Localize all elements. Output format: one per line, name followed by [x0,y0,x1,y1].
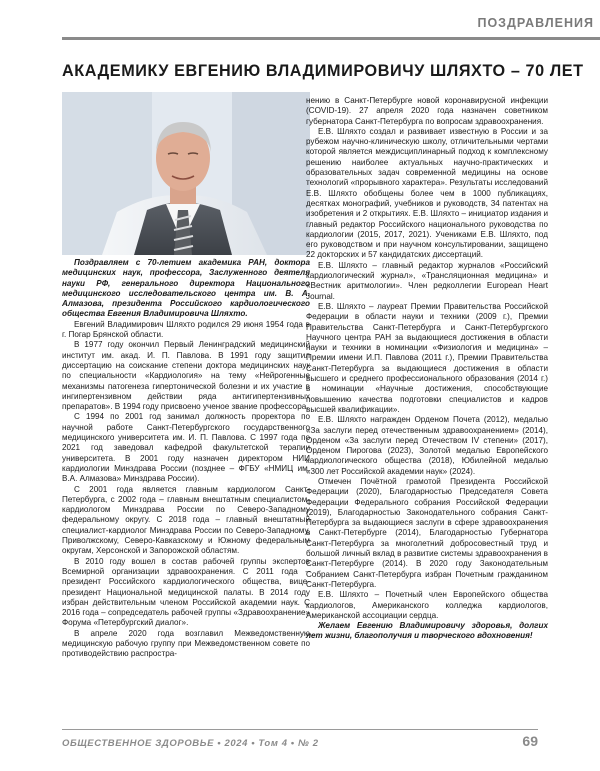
right-column [306,96,548,642]
section-header [62,16,600,34]
body-paragraph: Е.В. Шляхто – Почетный член Европейского общества кардиологов, Американского колледжа кардиологов, Американской ассоциации сердца. [306,590,548,620]
body-paragraph: Е.В. Шляхто – лауреат Премии Правительства Российской Федерации в области науки и техники (2009 г.), Премии Правительства Санкт-Петербурга и Санкт-Петербургского Научного центра РАН за выдающиеся достижения в области науки и техники в номинации «Физиология и медицина» – Премии имени И.П. Павлова (2011 г.), Премии Правительства Санкт-Петербурга за выдающиеся достижения в области высшего и среднего профессионального образования (2014 г.) в номинации «Научные достижения, способствующие повышению качества подготовки специалистов и кадров высшей квалификации». [306,301,548,414]
article-title: АКАДЕМИКУ ЕВГЕНИЮ ВЛАДИМИРОВИЧУ ШЛЯХТО – 70 ЛЕТ [62,62,584,80]
page-number: 69 [522,733,538,749]
body-paragraph: В 2010 году вошел в состав рабочей группы экспертов Всемирной организации здравоохранения. С 2011 года – президент Российского кардиологического общества, вице-президент Национальной медицинской палаты. В 2014 году избран действительным членом Российской академии наук. С 2016 года – сопредседатель рабочей группы «Здравоохранение» Форума «Петербургский диалог». [62,556,310,628]
body-paragraph: нению в Санкт-Петербурге новой коронавирусной инфекции (COVID-19). 27 апреля 2020 года назначен советником губернатора Санкт-Петербурга по вопросам здравоохранения. [306,96,548,126]
section-label: ПОЗДРАВЛЕНИЯ [477,16,594,30]
body-paragraph: Е.В. Шляхто – главный редактор журналов «Российский кардиологический журнал», «Трансляционная медицина» и «Вестник аритмологии». Член редколлегии European Heart Journal. [306,260,548,301]
body-paragraph: Евгений Владимирович Шляхто родился 29 июня 1954 года в г. Погар Брянской области. [62,319,310,340]
body-paragraph: С 2001 года является главным кардиологом Санкт-Петербурга, с 2002 года – главным внештатным специалистом-кардиологом Минздрава России по Северо-Западному федеральному округу. С 2018 года – главный внештатный специалист-кардиолог Минздрава России по Северо-Западному, Приволжскому, Северо-Кавказскому и Южному федеральным округам, Херсонской и Запорожской областям. [62,484,310,556]
journal-footer: ОБЩЕСТВЕННОЕ ЗДОРОВЬЕ • 2024 • Том 4 • № 2 [62,738,319,749]
body-paragraph: В апреле 2020 года возглавил Межведомственную медицинскую рабочую группу при Межведомственном совете по противодействию распростра- [62,628,310,659]
footer-rule [62,729,538,730]
body-paragraph: Отмечен Почётной грамотой Президента Российской Федерации (2020), Благодарностью Председателя Совета Федерации Федерального собрания Российской Федерации (2019), Благодарностью Законодательного собрания Санкт-Петербурга за выдающиеся заслуги в сфере здравоохранения в Санкт-Петербурге (2014), Благодарностью Губернатора Санкт-Петербурга за многолетний добросовестный труд и большой личный вклад в развитие системы здравоохранения в Санкт-Петербурге (2014). В 2020 году Законодательным Собранием Санкт-Петербурга избран Почетным гражданином Санкт-Петербурга. [306,476,548,589]
header-rule [62,37,600,40]
body-paragraph: Е.В. Шляхто создал и развивает известную в России и за рубежом научно-клиническую школу, отличительными чертами которой является междисциплинарный подход к комплексному решению наиболее актуальных научно-практических и образовательных задач современной медицины на основе технологий «прорывного характера». Результаты исследований Е.В. Шляхто обобщены более чем в 1000 публикациях, десятках монографий, учебников и руководств, 34 патентах на изобретения и 2 открытиях. Е.В. Шляхто – инициатор издания и главный редактор Российского национального руководства по кардиологии (2015, 2017, 2021). Учениками Е.В. Шляхто, под его руководством и при научном консультировании, защищено 22 докторских и 57 кандидатских диссертаций. [306,126,548,260]
left-column [62,258,310,660]
body-paragraph: Е.В. Шляхто награжден Орденом Почета (2012), медалью «За заслуги перед отечественным здравоохранением» (2014), Орденом «За заслуги перед Отечеством IV степени» (2017), Орденом Пирогова (2023), Золотой медалью Европейского кардиологического общества (2018), Юбилейной медалью «300 лет Российской академии наук» (2024). [306,415,548,476]
body-paragraph: В 1977 году окончил Первый Ленинградский медицинский институт им. акад. И. П. Павлова. В 1991 году защитил диссертацию на соискание степени доктора медицинских наук по специальности «Кардиология» на тему «Нейрогенные механизмы патогенеза гипертонической болезни и их участие в ингипертензивном действии ряда антигипертензивных препаратов». В 1994 году присвоено ученое звание профессора. [62,340,310,412]
portrait-photo-icon [62,92,310,255]
body-paragraph: С 1994 по 2001 год занимал должность проректора по научной работе Санкт-Петербургского государственного медицинского университета им. И. П. Павлова. С 1997 года по 2021 год заведовал кафедрой факультетской терапии университета. В 2001 году назначен директором НИИ кардиологии Минздрава России (позднее – ФГБУ «НМИЦ им. В.А. Алмазова» Минздрава России). [62,412,310,484]
closing-wish: Желаем Евгению Владимировичу здоровья, долгих лет жизни, благополучия и творческого вдохновения! [306,621,548,641]
lead-paragraph: Поздравляем с 70-летием академика РАН, доктора медицинских наук, профессора, Заслуженного деятеля науки РФ, генерального директора Национального медицинского исследовательского центра им. В. А. Алмазова, президента Российского кардиологического общества Евгения Владимировича Шляхто. [62,258,310,319]
portrait-photo [62,92,310,255]
